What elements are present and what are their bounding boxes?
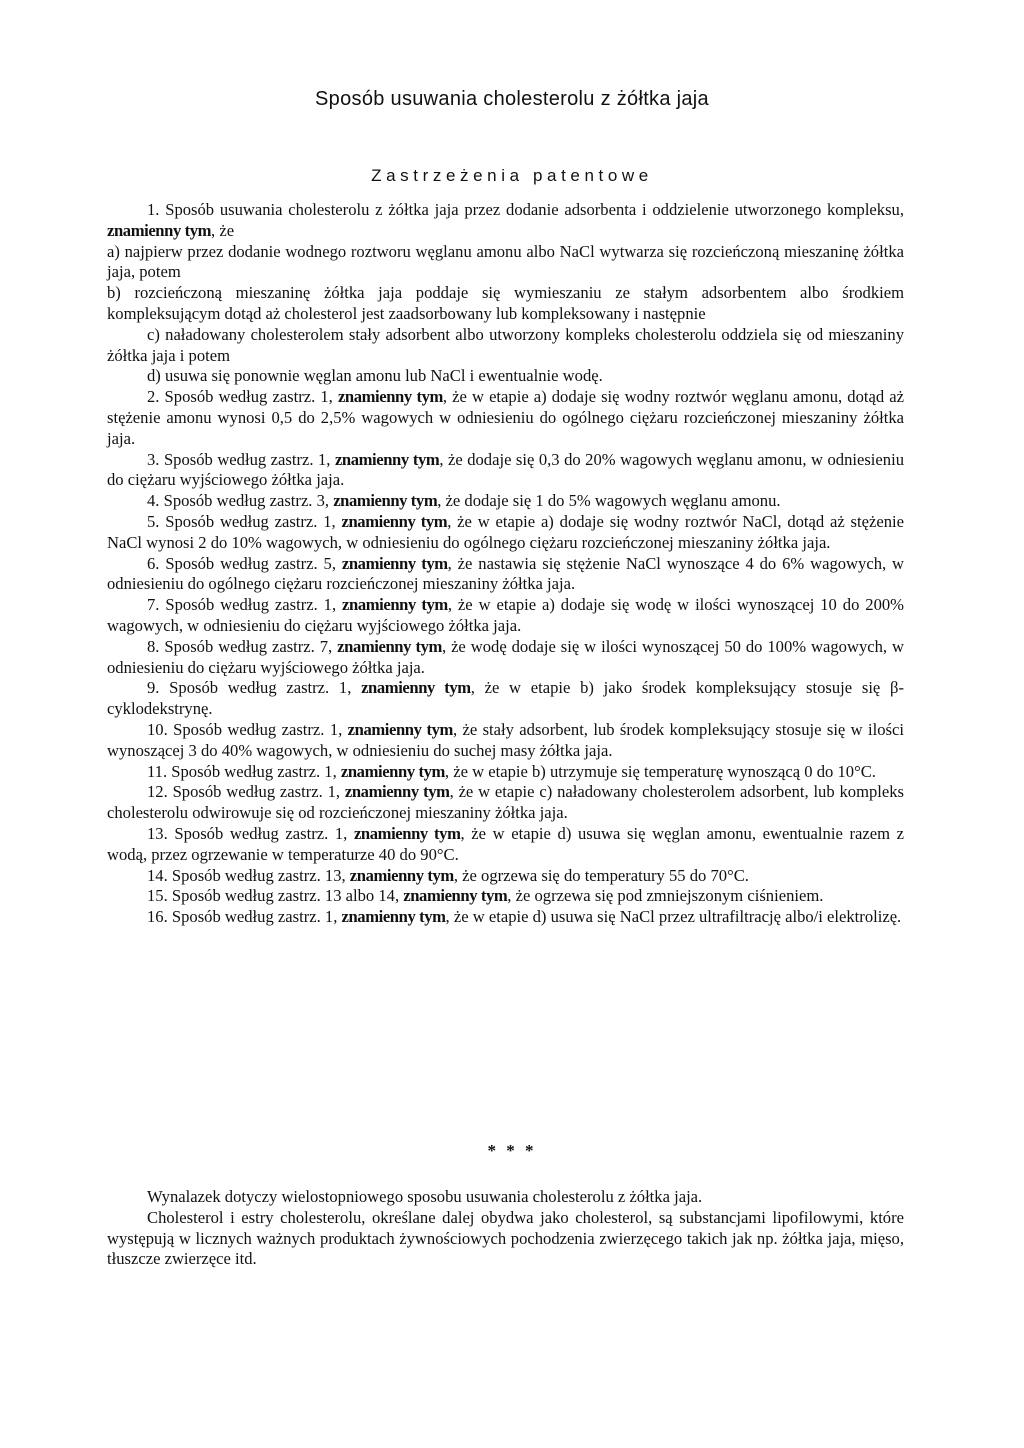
claim-text: 12. Sposób według zastrz. 1, xyxy=(147,782,345,802)
claim-12 xyxy=(107,782,904,824)
claim-keyword: znamienny tym xyxy=(342,595,448,615)
claim-keyword: znamienny tym xyxy=(353,823,461,843)
claim-text: , że w etapie d) usuwa się NaCl przez ultrafiltrację albo/i elektrolizę. xyxy=(445,907,902,927)
claim-2 xyxy=(107,387,904,449)
claim-1 xyxy=(107,200,904,242)
claim-keyword: znamienny tym xyxy=(361,678,471,698)
claim-keyword: znamienny tym xyxy=(349,865,454,885)
claim-text: 2. Sposób według zastrz. 1, xyxy=(147,387,338,407)
claim-text: , że dodaje się 0,3 do 20% wagowych węglanu amonu, w odniesieniu do ciężaru wyjściowego żółtka jaja. xyxy=(107,449,904,490)
claim-text: 15. Sposób według zastrz. 13 albo 14, xyxy=(147,886,404,906)
claim-keyword: znamienny tym xyxy=(341,511,448,531)
claim-11 xyxy=(107,762,904,783)
claim-10 xyxy=(107,720,904,762)
claim-8 xyxy=(107,637,904,679)
claim-1-step-b: b) rozcieńczoną mieszaninę żółtka jaja poddaje się wymieszaniu ze stałym adsorbentem albo środkiem kompleksującym dotąd aż cholesterol jest zaadsorbowany lub kompleksowany i następnie xyxy=(107,283,904,323)
claim-text: , że ogrzewa się pod zmniejszonym ciśnieniem. xyxy=(507,886,824,906)
claim-text: , że w etapie d) usuwa się węglan amonu, ewentualnie razem z wodą, przez ogrzewanie w temperaturze 40 do 90°C. xyxy=(107,823,904,864)
claim-text: 5. Sposób według zastrz. 1, xyxy=(147,511,342,531)
claims-section xyxy=(107,200,904,928)
claim-7 xyxy=(107,595,904,637)
claim-text: 10. Sposób według zastrz. 1, xyxy=(147,719,348,739)
description-paragraph-2: Cholesterol i estry cholesterolu, określane dalej obydwa jako cholesterol, są substancjami lipofilowymi, które występują w licznych ważnych produktach żywnościowych pochodzenia zwierzęcego takich jak np. żółtka jaja, mięso, tłuszcze zwierzęce itd. xyxy=(107,1207,904,1269)
claim-4 xyxy=(107,491,904,512)
claim-text: 8. Sposób według zastrz. 7, xyxy=(147,636,338,656)
claim-1-step-a: a) najpierw przez dodanie wodnego roztworu węglanu amonu albo NaCl wytwarza się rozcieńczoną mieszaninę żółtka jaja, potem xyxy=(107,241,904,282)
claim-text: , że w etapie a) dodaje się wodny roztwór NaCl, dotąd aż stężenie NaCl wynosi 2 do 10% wagowych, w odniesieniu do ogólnego ciężaru rozcieńczonej mieszaniny żółtka jaja. xyxy=(107,511,904,552)
claim-text: , że w etapie b) jako środek kompleksujący stosuje się β-cyklodekstrynę. xyxy=(107,678,904,719)
claim-6 xyxy=(107,554,904,596)
claim-text: 4. Sposób według zastrz. 3, xyxy=(147,491,334,511)
claim-text: , że wodę dodaje się w ilości wynoszącej 50 do 100% wagowych, w odniesieniu do ciężaru wyjściowego żółtka jaja. xyxy=(107,636,904,677)
claim-text: , że stały adsorbent, lub środek kompleksujący stosuje się w ilości wynoszącej 3 do 40% wagowych, w odniesieniu do suchej masy żółtka jaja. xyxy=(107,719,904,760)
claim-keyword: znamienny tym xyxy=(333,491,438,511)
claim-keyword: znamienny tym xyxy=(347,719,453,739)
claim-text: 11. Sposób według zastrz. 1, xyxy=(147,761,341,781)
section-separator: * * * xyxy=(487,1141,537,1160)
claim-text: 9. Sposób według zastrz. 1, xyxy=(147,678,362,698)
section-heading: Zastrzeżenia patentowe xyxy=(371,166,653,185)
description-paragraph-1: Wynalazek dotyczy wielostopniowego sposobu usuwania cholesterolu z żółtka jaja. xyxy=(147,1187,703,1206)
claim-14 xyxy=(107,866,904,887)
claim-text: 6. Sposób według zastrz. 5, xyxy=(147,553,342,573)
description-section xyxy=(107,1187,904,1270)
claim-text: , że ogrzewa się do temperatury 55 do 70°C. xyxy=(453,865,749,885)
claim-text: 3. Sposób według zastrz. 1, xyxy=(147,449,335,469)
document-title: Sposób usuwania cholesterolu z żółtka jaja xyxy=(315,88,709,110)
claim-text: , że w etapie a) dodaje się wodę w ilości wynoszącej 10 do 200% wagowych, w odniesieniu do ciężaru wyjściowego żółtka jaja. xyxy=(107,595,904,635)
claim-5 xyxy=(107,512,904,554)
claim-16 xyxy=(107,907,904,928)
claim-keyword: znamienny tym xyxy=(334,449,440,469)
claim-1-step-d: d) usuwa się ponownie węglan amonu lub NaCl i ewentualnie wodę. xyxy=(147,366,603,386)
claim-text: 1. Sposób usuwania cholesterolu z żółtka jaja przez dodanie adsorbenta i oddzielenie utworzonego kompleksu, xyxy=(147,200,904,219)
claim-text: 14. Sposób według zastrz. 13, xyxy=(147,865,350,885)
claim-text: , że w etapie b) utrzymuje się temperaturę wynoszącą 0 do 10°C. xyxy=(444,761,876,781)
claim-keyword: znamienny tym xyxy=(337,636,442,656)
claim-keyword: znamienny tym xyxy=(341,907,446,927)
claim-keyword: znamienny tym xyxy=(107,220,212,240)
claim-text: , że nastawia się stężenie NaCl wynoszące 4 do 6% wagowych, w odniesieniu do ogólnego ciężaru rozcieńczonej mieszaniny żółtka jaja. xyxy=(107,553,905,594)
claim-text: 7. Sposób według zastrz. 1, xyxy=(147,595,343,615)
claim-15 xyxy=(107,886,904,907)
claim-text: 16. Sposób według zastrz. 1, xyxy=(147,907,342,927)
claim-9 xyxy=(107,678,904,720)
claim-text: , że w etapie c) naładowany cholesterolem adsorbent, lub kompleks cholesterolu odwirowuje się od rozcieńczonej mieszaniny żółtka jaja. xyxy=(107,782,904,823)
claim-keyword: znamienny tym xyxy=(340,761,445,781)
claim-text: 13. Sposób według zastrz. 1, xyxy=(147,823,354,843)
claim-keyword: znamienny tym xyxy=(403,886,508,906)
claim-13 xyxy=(107,824,904,866)
claim-3 xyxy=(107,450,904,492)
claim-text: , że xyxy=(211,220,235,240)
claim-1-step-c: c) naładowany cholesterolem stały adsorbent albo utworzony kompleks cholesterolu oddziela się od mieszaniny żółtka jaja i potem xyxy=(107,324,904,365)
claim-keyword: znamienny tym xyxy=(341,553,448,573)
claim-text: , że dodaje się 1 do 5% wagowych węglanu amonu. xyxy=(437,491,781,511)
claim-keyword: znamienny tym xyxy=(337,387,443,407)
claim-keyword: znamienny tym xyxy=(344,782,450,802)
claim-text: , że w etapie a) dodaje się wodny roztwór węglanu amonu, dotąd aż stężenie amonu wynosi 0,5 do 2,5% wagowych w odniesieniu do ogólnego ciężaru rozcieńczonej mieszaniny żółtka jaja. xyxy=(107,387,904,448)
